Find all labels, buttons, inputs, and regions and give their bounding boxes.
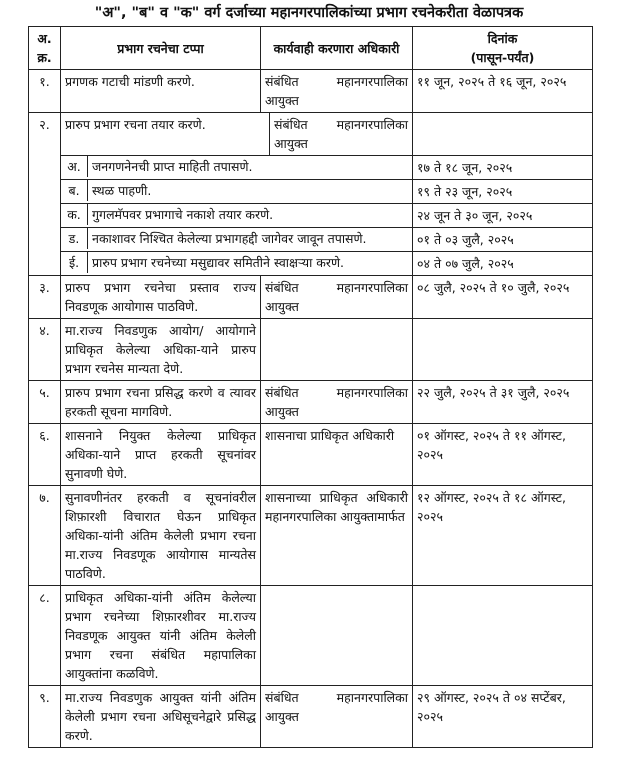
- sub-row-date: ०४ ते ०७ जुलै, २०२५: [413, 252, 593, 276]
- table-row: [29, 686, 593, 748]
- row-officer: शासनाच्या प्राधिकृत अधिकारी महानगरपालिका आयुक्तामार्फत: [261, 486, 413, 586]
- table-row: [29, 113, 593, 156]
- sub-row-date: ०१ ते ०३ जुलै, २०२५: [413, 228, 593, 252]
- sub-row: [29, 156, 593, 180]
- row-number: ४.: [29, 319, 61, 381]
- row-number: ५.: [29, 381, 61, 424]
- row-stage: प्रारुप प्रभाग रचना प्रसिद्ध करणे व त्यावर हरकती सूचना मागविणे.: [61, 381, 261, 424]
- sub-row-cell: [61, 180, 413, 204]
- row-number: ६.: [29, 424, 61, 486]
- sub-row-date: १७ ते १८ जून, २०२५: [413, 156, 593, 180]
- sub-row-cell: [61, 252, 413, 276]
- row-date: [413, 113, 593, 156]
- row-officer: [261, 319, 413, 381]
- table-row: [29, 586, 593, 686]
- header-row: [29, 27, 593, 70]
- row-number: ७.: [29, 486, 61, 586]
- sub-row-text: नकाशावर निश्चित केलेल्या प्रभागहद्दी जागेवर जावून तपासणे.: [92, 231, 367, 246]
- row-stage-group: [61, 113, 413, 156]
- sub-row: [29, 204, 593, 228]
- row-date: २९ ऑगस्ट, २०२५ ते ०४ सप्टेंबर, २०२५: [413, 686, 593, 748]
- sub-row-letter: क.: [61, 204, 88, 225]
- row-officer: संबंधित महानगरपालिका आयुक्त: [261, 381, 413, 424]
- header-date-line1: दिनांक: [487, 31, 518, 46]
- row-officer: [261, 586, 413, 686]
- table-row: [29, 486, 593, 586]
- sub-row: [29, 252, 593, 276]
- row-stage: प्राधिकृत अधिका-यांनी अंतिम केलेल्या प्रभाग रचनेच्या शिफ़ारशीवर मा.राज्य निवडणूक आयुक्त यांनी अंतिम केलेली प्रभाग रचना संबंधित महापालिका आयुक्तांना कळविणे.: [61, 586, 261, 686]
- row-stage: मा.राज्य निवडणुक आयुक्त यांनी अंतिम केलेली प्रभाग रचना अधिसूचनेद्वारे प्रसिद्ध करणे.: [61, 686, 261, 748]
- sub-row-cell: [61, 228, 413, 252]
- header-serial-line1: अ.: [37, 31, 52, 46]
- row-stage: प्रारुप प्रभाग रचनेचा प्रस्ताव राज्य निवडणूक आयोगास पाठविणे.: [61, 276, 261, 319]
- table-row: [29, 424, 593, 486]
- sub-row-letter: अ.: [61, 156, 88, 177]
- header-serial: [29, 27, 61, 70]
- row-stage: प्रारुप प्रभाग रचना तयार करणे.: [65, 117, 206, 132]
- sub-row: [29, 180, 593, 204]
- sub-row: [29, 228, 593, 252]
- row-number: २.: [29, 113, 61, 276]
- row-officer: संबंधित महानगरपालिका आयुक्त: [261, 70, 413, 113]
- table-row: [29, 70, 593, 113]
- sub-row-cell: [61, 204, 413, 228]
- row-number: ३.: [29, 276, 61, 319]
- row-officer: संबंधित महानगरपालिका आयुक्त: [269, 113, 412, 155]
- sub-row-letter: ड.: [61, 228, 88, 249]
- row-stage: शासनाने नियुक्त केलेल्या प्राधिकृत अधिका-याने प्राप्त हरकती सूचनांवर सुनावणी घेणे.: [61, 424, 261, 486]
- row-stage: प्रगणक गटाची मांडणी करणे.: [61, 70, 261, 113]
- header-date-line2: (पासून-पर्यंत): [470, 50, 535, 65]
- header-stage: प्रभाग रचनेचा टप्पा: [61, 27, 261, 70]
- row-number: ९.: [29, 686, 61, 748]
- row-date: [413, 586, 593, 686]
- row-date: ०१ ऑगस्ट, २०२५ ते ११ ऑगस्ट, २०२५: [413, 424, 593, 486]
- sub-row-letter: ई.: [61, 252, 88, 273]
- sub-row-text: स्थळ पाहणी.: [92, 183, 152, 198]
- header-serial-line2: क्र.: [37, 50, 52, 65]
- row-date: [413, 319, 593, 381]
- row-stage: मा.राज्य निवडणुक आयोग/ आयोगाने प्राधिकृत केलेल्या अधिका-याने प्रारुप प्रभाग रचनेस मान्यता देणे.: [61, 319, 261, 381]
- header-officer: कार्यवाही करणारा अधिकारी: [261, 27, 413, 70]
- sub-row-date: १९ ते २३ जून, २०२५: [413, 180, 593, 204]
- sub-row-text: गुगलमॅपवर प्रभागाचे नकाशे तयार करणे.: [92, 207, 274, 222]
- header-date: [413, 27, 593, 70]
- sub-row-text: प्रारुप प्रभाग रचनेच्या मसुद्यावर समितीने स्वाक्षऱ्या करणे.: [92, 255, 345, 270]
- row-stage: सुनावणीनंतर हरकती व सूचनांवरील शिफ़ारशी विचारात घेऊन प्राधिकृत अधिका-यांनी अंतिम केलेली प्रभाग रचना मा.राज्य निवडणूक आयोगास मान्यतेस पाठविणे.: [61, 486, 261, 586]
- table-row: [29, 381, 593, 424]
- row-officer: संबंधित महानगरपालिका आयुक्त: [261, 276, 413, 319]
- sub-row-text: जनगणनेनची प्राप्त माहिती तपासणे.: [92, 159, 253, 174]
- row-officer: शासनाचा प्राधिकृत अधिकारी: [261, 424, 413, 486]
- sub-row-letter: ब.: [61, 180, 88, 201]
- table-row: [29, 319, 593, 381]
- row-number: ८.: [29, 586, 61, 686]
- row-officer: संबंधित महानगरपालिका आयुक्त: [261, 686, 413, 748]
- row-date: ०८ जुलै, २०२५ ते १० जुलै, २०२५: [413, 276, 593, 319]
- row-date: १२ ऑगस्ट, २०२५ ते १८ ऑगस्ट, २०२५: [413, 486, 593, 586]
- schedule-table: [28, 26, 593, 748]
- sub-row-cell: [61, 156, 413, 180]
- row-date: २२ जुलै, २०२५ ते ३१ जुलै, २०२५: [413, 381, 593, 424]
- row-date: ११ जून, २०२५ ते १६ जून, २०२५: [413, 70, 593, 113]
- table-row: [29, 276, 593, 319]
- page-title: "अ", "ब" व "क" वर्ग दर्जाच्या महानगरपालिकांच्या प्रभाग रचनेकरीता वेळापत्रक: [94, 5, 524, 21]
- sub-row-date: २४ जून ते ३० जून, २०२५: [413, 204, 593, 228]
- row-number: १.: [29, 70, 61, 113]
